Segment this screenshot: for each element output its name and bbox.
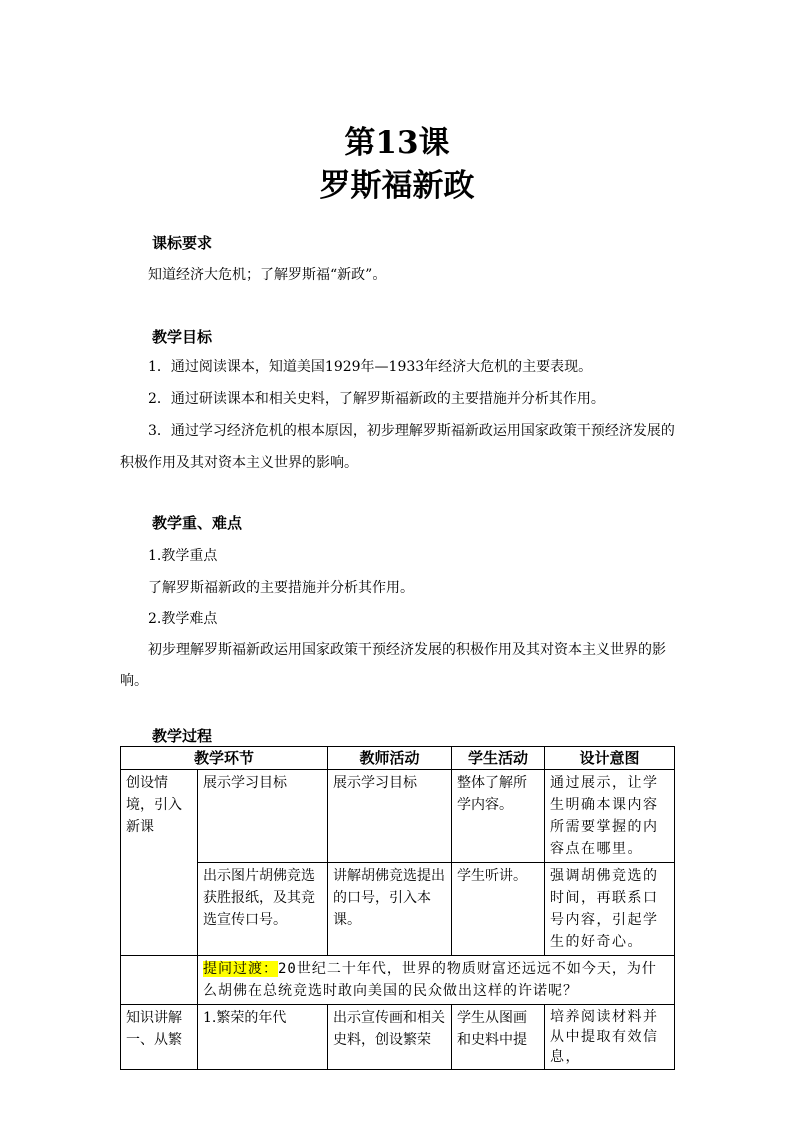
table-row bbox=[121, 863, 675, 956]
keypoints-heading: 教学重、难点 bbox=[152, 514, 243, 532]
teacher-cell: 出示宣传画和相关史料，创设繁荣 bbox=[328, 1005, 452, 1070]
section-cell: 创设情境，引入新课 bbox=[121, 770, 198, 956]
focus-label: 1.教学重点 bbox=[148, 548, 218, 564]
objective-item: 2．通过研读课本和相关史料，了解罗斯福新政的主要措施并分析其作用。 bbox=[148, 391, 605, 407]
process-heading: 教学过程 bbox=[152, 727, 213, 745]
objective-item: 3．通过学习经济危机的根本原因，初步理解罗斯福新政运用国家政策干预经济发展的 bbox=[148, 423, 675, 439]
student-cell: 学生听讲。 bbox=[452, 863, 545, 956]
teaching-process-table bbox=[120, 746, 675, 1070]
stage-cell: 展示学习目标 bbox=[198, 770, 328, 863]
transition-label: 提问过渡： bbox=[203, 961, 278, 977]
section-cell: 知识讲解一、从繁 bbox=[121, 1005, 198, 1070]
header-student: 学生活动 bbox=[452, 747, 545, 770]
header-teacher: 教师活动 bbox=[328, 747, 452, 770]
intent-cell: 培养阅读材料并从中提取有效信息， bbox=[545, 1005, 675, 1070]
objectives-heading: 教学目标 bbox=[152, 328, 213, 346]
intent-cell: 通过展示，让学生明确本课内容所需要掌握的内容点在哪里。 bbox=[545, 770, 675, 863]
intent-cell: 强调胡佛竞选的时间，再联系口号内容，引起学生的好奇心。 bbox=[545, 863, 675, 956]
student-cell: 学生从图画和史料中提 bbox=[452, 1005, 545, 1070]
teacher-cell: 讲解胡佛竞选提出的口号，引入本课。 bbox=[328, 863, 452, 956]
difficulty-text-continued: 响。 bbox=[120, 673, 148, 689]
objective-item-continued: 积极作用及其对资本主义世界的影响。 bbox=[120, 455, 358, 471]
transition-text: 20世纪二十年代，世界的物质财富还远远不如今天，为什么胡佛在总统竞选时敢向美国的民众做出这样的许诺呢？ bbox=[203, 961, 657, 999]
header-intent: 设计意图 bbox=[545, 747, 675, 770]
transition-row bbox=[121, 956, 675, 1005]
focus-text: 了解罗斯福新政的主要措施并分析其作用。 bbox=[148, 580, 414, 596]
curriculum-text: 知道经济大危机；了解罗斯福“新政”。 bbox=[148, 267, 387, 283]
lesson-title: 罗斯福新政 bbox=[319, 168, 475, 204]
table-row bbox=[121, 1005, 675, 1070]
difficulty-label: 2.教学难点 bbox=[148, 611, 218, 627]
difficulty-text: 初步理解罗斯福新政运用国家政策干预经济发展的积极作用及其对资本主义世界的影 bbox=[148, 642, 666, 658]
transition-cell bbox=[198, 956, 675, 1005]
objective-item: 1．通过阅读课本，知道美国1929年—1933年经济大危机的主要表现。 bbox=[148, 359, 593, 375]
lesson-number: 第13课 bbox=[344, 125, 450, 161]
curriculum-heading: 课标要求 bbox=[152, 234, 213, 252]
table-header-row bbox=[121, 747, 675, 770]
stage-cell: 1.繁荣的年代 bbox=[198, 1005, 328, 1070]
student-cell: 整体了解所学内容。 bbox=[452, 770, 545, 863]
table-row bbox=[121, 770, 675, 863]
stage-cell: 出示图片胡佛竞选获胜报纸，及其竞选宣传口号。 bbox=[198, 863, 328, 956]
empty-cell bbox=[121, 956, 198, 1005]
teacher-cell: 展示学习目标 bbox=[328, 770, 452, 863]
header-stage: 教学环节 bbox=[121, 747, 328, 770]
